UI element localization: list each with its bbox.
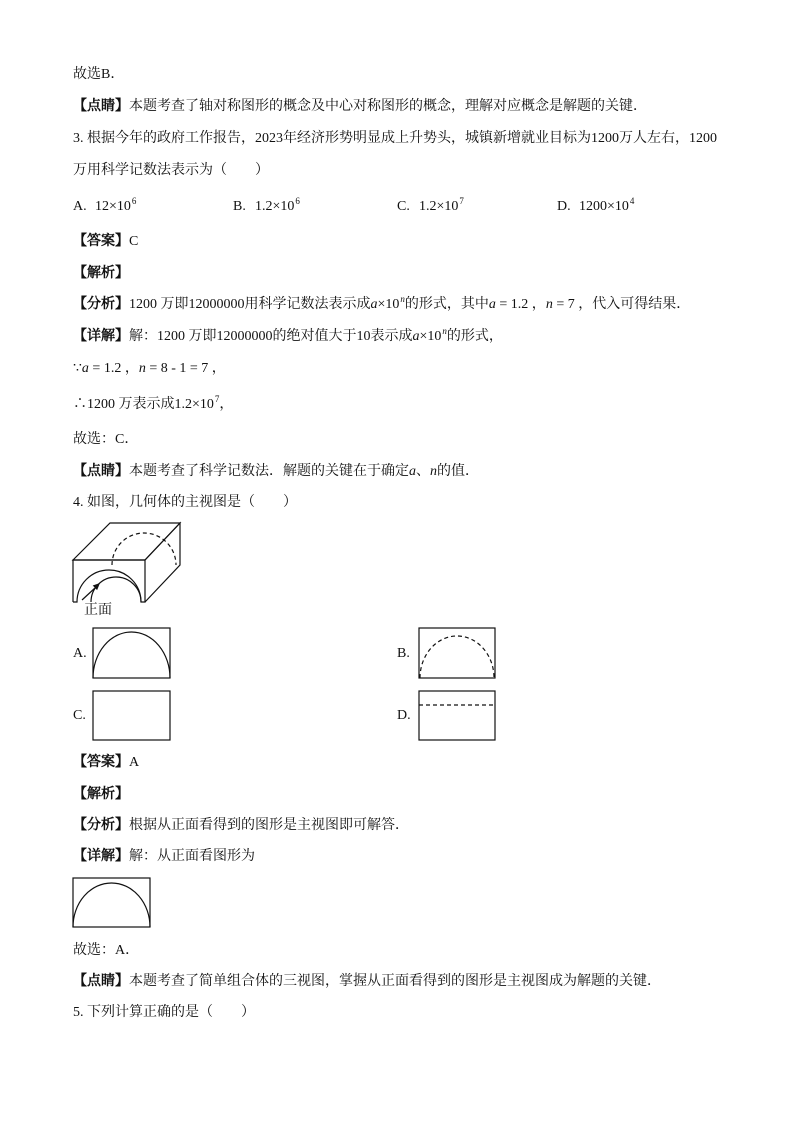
exponent-n: n — [442, 326, 447, 336]
q3-choice-line: 故选：C． — [73, 432, 139, 447]
option-a-frame — [93, 628, 170, 678]
exponent-n: n — [400, 294, 405, 304]
q3-answer-line — [73, 232, 138, 252]
fenxi-tag: 【分析】 — [73, 297, 129, 312]
q3-option-c — [397, 197, 464, 217]
option-label: A. — [73, 199, 87, 214]
q3-option-b — [233, 197, 300, 217]
q4-solid-figure — [70, 518, 184, 606]
q5-stem-line: 5. 下列计算正确的是（ ） — [73, 1005, 255, 1020]
q4-stem-line: 4. 如图，几何体的主视图是（ ） — [73, 495, 297, 510]
solution-solid-arch — [73, 883, 150, 927]
q3-stem-line-1: 3. 根据今年的政府工作报告，2023年经济形势明显成上升势头，城镇新增就业目标为1200万人左右，1200 — [73, 131, 717, 146]
q3-xiangjie-line — [73, 327, 503, 347]
option-label: B. — [233, 199, 246, 214]
expression-exponent: 6 — [295, 196, 300, 206]
answer-value: C — [129, 234, 139, 249]
xiangjie-text: 解：从正面看图形为 — [129, 849, 255, 864]
solid-top-face — [73, 523, 180, 560]
text-run: ×10 — [377, 297, 400, 312]
q4-option-d-figure — [418, 690, 498, 742]
expression-base: 12×10 — [95, 199, 131, 214]
variable-n: n — [430, 464, 437, 479]
q3-therefore-line — [73, 395, 233, 415]
note-tag: 【点睛】 — [73, 974, 129, 989]
q4-option-b-figure — [418, 627, 498, 680]
q4-note-line — [73, 972, 661, 992]
expression-exponent: 7 — [459, 196, 464, 206]
xiangjie-tag: 【详解】 — [73, 849, 129, 864]
expression-base: 1200×10 — [579, 199, 629, 214]
fenxi-tag: 【分析】 — [73, 818, 129, 833]
expression-base: 1.2×10 — [419, 199, 459, 214]
text-run: 、 — [416, 464, 430, 479]
note-tag: 【点睛】 — [73, 464, 129, 479]
q4-option-a-label: A. — [73, 646, 87, 661]
q3-option-a — [73, 197, 136, 217]
xiangjie-tag: 【详解】 — [73, 329, 129, 344]
answer-value: A — [129, 755, 140, 770]
text-run: = 7 ，代入可得结果． — [552, 297, 691, 312]
q3-stem-line-2: 万用科学记数法表示为（ ） — [73, 163, 269, 178]
note-text: 本题考查了简单组合体的三视图，掌握从正面看得到的图形是主视图成为解题的关键． — [129, 974, 661, 989]
option-expression — [579, 196, 635, 214]
q4-option-c-label: C. — [73, 708, 86, 723]
q4-fenxi-line — [73, 816, 409, 836]
answer-tag: 【答案】 — [73, 234, 129, 249]
q4-option-d-label: D. — [397, 708, 411, 723]
variable-a: a — [412, 329, 420, 344]
text-run: 的值． — [437, 464, 479, 479]
text-run: ∴1200 万表示成1.2×10 — [73, 397, 214, 412]
q4-choice-line: 故选：A． — [73, 943, 140, 958]
option-expression — [95, 196, 137, 214]
expression-exponent: 6 — [131, 196, 137, 206]
q3-because-line — [73, 359, 226, 379]
solid-right-face — [145, 523, 180, 602]
q4-option-c-figure — [92, 690, 172, 742]
note-tag: 【点睛】 — [73, 99, 129, 114]
q4-solution-figure — [72, 877, 152, 929]
solid-front-face — [73, 560, 145, 602]
front-view-label: 正面 — [84, 603, 112, 618]
q4-answer-line — [73, 753, 139, 773]
note-text: 本题考查了轴对称图形的概念及中心对称图形的概念，理解对应概念是解题的关键． — [129, 99, 647, 114]
fenxi-text: 根据从正面看得到的图形是主视图即可解答． — [129, 818, 409, 833]
text-run: ×10 — [419, 329, 442, 344]
option-d-frame — [419, 691, 495, 740]
text-run: = 8 - 1 = 7 ， — [145, 361, 226, 376]
q3-analysis-tag: 【解析】 — [73, 266, 129, 281]
text-run: 本题考查了科学记数法．解题的关键在于确定 — [129, 464, 409, 479]
q2-choice-line: 故选B． — [73, 67, 125, 82]
exponent: 7 — [214, 394, 220, 404]
option-b-frame — [419, 628, 495, 678]
answer-tag: 【答案】 — [73, 755, 129, 770]
text-run: = 1.2 ， — [495, 297, 546, 312]
q4-option-a-figure — [92, 627, 172, 680]
q3-note-line — [73, 462, 479, 482]
variable-a: a — [488, 297, 496, 312]
option-label: C. — [397, 199, 410, 214]
text-run: 的形式，其中 — [404, 297, 489, 312]
front-arrow-shaft — [82, 588, 95, 600]
q4-analysis-tag: 【解析】 — [73, 787, 129, 802]
q4-xiangjie-line — [73, 847, 255, 867]
text-run: ， — [219, 397, 234, 412]
option-b-dashed-arch — [420, 636, 494, 678]
q3-fenxi-line — [73, 295, 690, 315]
solution-frame — [73, 878, 150, 927]
variable-n: n — [138, 361, 146, 376]
text-run: 1200 万即12000000用科学记数法表示成 — [129, 297, 371, 312]
because-symbol: ∵ — [73, 361, 82, 376]
q2-note-line — [73, 97, 647, 117]
text-run: 解：1200 万即12000000的绝对值大于10表示成 — [129, 329, 413, 344]
variable-a: a — [409, 464, 416, 479]
variable-n: n — [545, 297, 553, 312]
text-run: 的形式， — [446, 329, 503, 344]
text-run: = 1.2 ， — [88, 361, 139, 376]
option-a-solid-arch — [93, 632, 170, 678]
expression-base: 1.2×10 — [255, 199, 295, 214]
option-expression — [255, 196, 300, 214]
variable-a: a — [370, 297, 378, 312]
q4-option-b-label: B. — [397, 646, 410, 661]
option-c-frame — [93, 691, 170, 740]
option-expression — [419, 196, 464, 214]
option-label: D. — [557, 199, 571, 214]
variable-a: a — [81, 361, 89, 376]
q3-option-d — [557, 197, 634, 217]
expression-exponent: 4 — [629, 196, 635, 206]
